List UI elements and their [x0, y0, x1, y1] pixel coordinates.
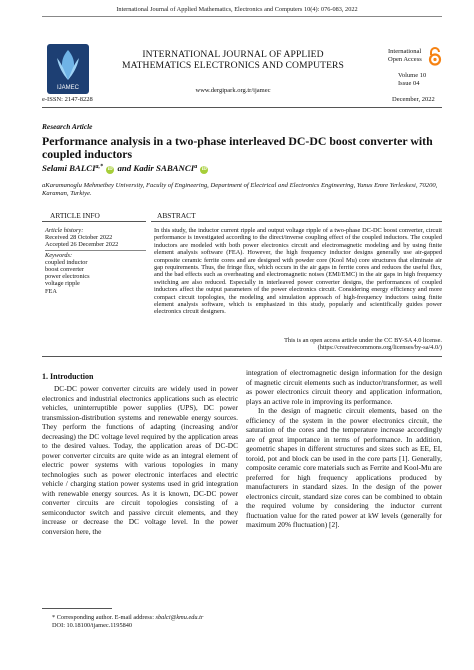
paragraph: DC-DC power converter circuits are widely used in power electronics and industrial electronics applications such as electric vehicles, uninterruptible power supplies (UPS), DC power transmission-distribution systems and renewable energy sources. They perform the functions of adapting (increasing and/or decreasing) the DC voltage level required by the application areas to the desired values. Today, the application areas of DC-DC power converter circuits are quite wide as an integral element of electric power systems with various topologies in many technologies such as power electronic interfaces and electric vehicle / charging station power systems used in grid integration with renewable energy sources. As it is known, DC-DC power converter circuits are circuit topologies consisting of a semiconductor switch and passive circuit elements, and they increase or decrease the DC voltage level. In the power conversion here, the [42, 384, 238, 536]
body-column-right [246, 368, 442, 530]
author-2: and Kadir SABANCI [117, 163, 195, 173]
author-2-sup: a [194, 164, 198, 170]
paper-title: Performance analysis in a two-phase interleaved DC-DC boost converter with coupled inductors [42, 134, 433, 161]
footnote-rule [42, 608, 112, 609]
affiliation: aKaramanoglu Mehmetbey University, Faculty of Engineering, Department of Electrical and Electronics Engineering, Yunus Emre Yerleskesi, 70200, Karaman, Turkiye. [42, 182, 438, 197]
paragraph: integration of electromagnetic design information for the design of magnetic circuit elements such as inductor/transformer, as well as power electronics circuit theory and application information, plays an active role in improving its performance. [246, 368, 442, 406]
article-info-rule [42, 221, 146, 222]
article-type: Research Article [42, 122, 93, 131]
journal-logo [47, 44, 89, 94]
body-column-left [42, 384, 238, 536]
keyword: voltage ripple [45, 280, 80, 288]
open-access-icon [428, 47, 442, 66]
header-rule [42, 107, 442, 108]
orcid-icon[interactable]: iD [201, 167, 207, 172]
section-rule [42, 356, 442, 357]
issn: e-ISSN: 2147-8228 [42, 96, 93, 103]
logo-text: IJAMEC [56, 85, 80, 91]
paragraph: In the design of magnetic circuit elements, based on the efficiency of the system in the power electronics circuit, the saturation of the cores and the temperature increase accordingly are of great importance in terms of performance. In addition, geometric shapes in different structures and sizes such as EE, EI, toroid, pot and block can be used in the core parts [1]. Generally, composite ceramic core materials such as Ferrite and Kool-Mu are preferred for high frequency applications produced by manufacturers in standard sizes. In the design of the power electronics circuit, standard size cores can be combined to obtain the required volume by considering the inductor current fluctuation value for the rated power at kW levels (generally for maximum 20% fluctuation) [2]. [246, 406, 442, 529]
abstract-text: In this study, the inductor current ripple and output voltage ripple of a two-phase DC-DC boost converter, circuit performance is investigated according to the direct/inverse coupling effect of the coupled inductors. The coupled inductors are modeled with both power electronics circuit and electromagnetic modeling and by using finite element analysis software (FEA). However, the high frequency inductor designs generally use air-gapped composite ceramic ferrite cores and are designed with powder core (Kool Mu) core structures that eliminate air gap requirements. Thus, the fringe flux, which occurs in the air gaps in ferrite cores and reduces the useful flux, and the bad effects such as overheating and electromagnetic noises (EMI/EMC) in the air gaps in high frequency switching are also reduced. Especially in interleaved power converter designs, the performances of coupled inductors affect the output parameters of the power electronics circuit. Considering energy efficiency and more compact circuit topologies, the modeling and simulation approach of high-frequency inductors using finite element analysis software, which is emphasized in this study, popularly and scientifically guides power electronics circuit designers. [154, 227, 442, 316]
author-1: Selami BALCI [42, 163, 96, 173]
open-access-line2: Open Access [388, 56, 422, 63]
issue-date: December, 2022 [392, 96, 435, 103]
orcid-icon[interactable]: iD [107, 167, 113, 172]
history-label: Article history: [45, 227, 84, 234]
info-divider [45, 250, 146, 251]
keywords-label: Keywords: [45, 251, 73, 259]
doi[interactable]: DOI: 10.18100/ijamec.1195840 [52, 621, 133, 629]
journal-title: INTERNATIONAL JOURNAL OF APPLIED MATHEMATICS ELECTRONICS AND COMPUTERS [122, 49, 344, 71]
received-date: Received 28 October 2022 [45, 234, 113, 242]
license-note [154, 337, 442, 352]
article-info-heading: ARTICLE INFO [50, 211, 100, 220]
license-link[interactable]: (https://creativecommons.org/licenses/by-sa/4.0/) [317, 344, 442, 352]
section-heading-introduction: 1. Introduction [42, 372, 94, 381]
author-1-sup: a,* [95, 164, 104, 170]
abstract-heading: ABSTRACT [157, 211, 196, 220]
issue: Issue 04 [398, 80, 420, 87]
top-rule [42, 16, 442, 17]
corresponding-author-label: * Corresponding author. E-mail address: [52, 614, 154, 621]
footnote [52, 614, 203, 629]
article-info-box [45, 227, 146, 295]
keyword: coupled inductor [45, 258, 88, 266]
open-access-line1: International [388, 48, 422, 55]
journal-url[interactable]: www.dergipark.org.tr/ijamec [195, 87, 271, 94]
running-head: International Journal of Applied Mathematics, Electronics and Computers 10(4): 076-083, 2022 [116, 6, 358, 13]
volume-issue [398, 72, 426, 88]
accepted-date: Accepted 26 December 2022 [45, 241, 119, 249]
keyword: boost converter [45, 266, 84, 274]
keyword: power electronics [45, 273, 90, 281]
authors [42, 163, 209, 174]
volume: Volume 10 [398, 72, 427, 79]
abstract-rule [151, 221, 442, 222]
license-line: This is an open access article under the CC BY-SA 4.0 license. [284, 337, 442, 344]
author-email[interactable]: sbalci@kmu.edu.tr [155, 614, 204, 621]
keyword: FEA [45, 287, 57, 295]
open-access-label [388, 48, 422, 64]
corresponding-author [52, 614, 203, 622]
